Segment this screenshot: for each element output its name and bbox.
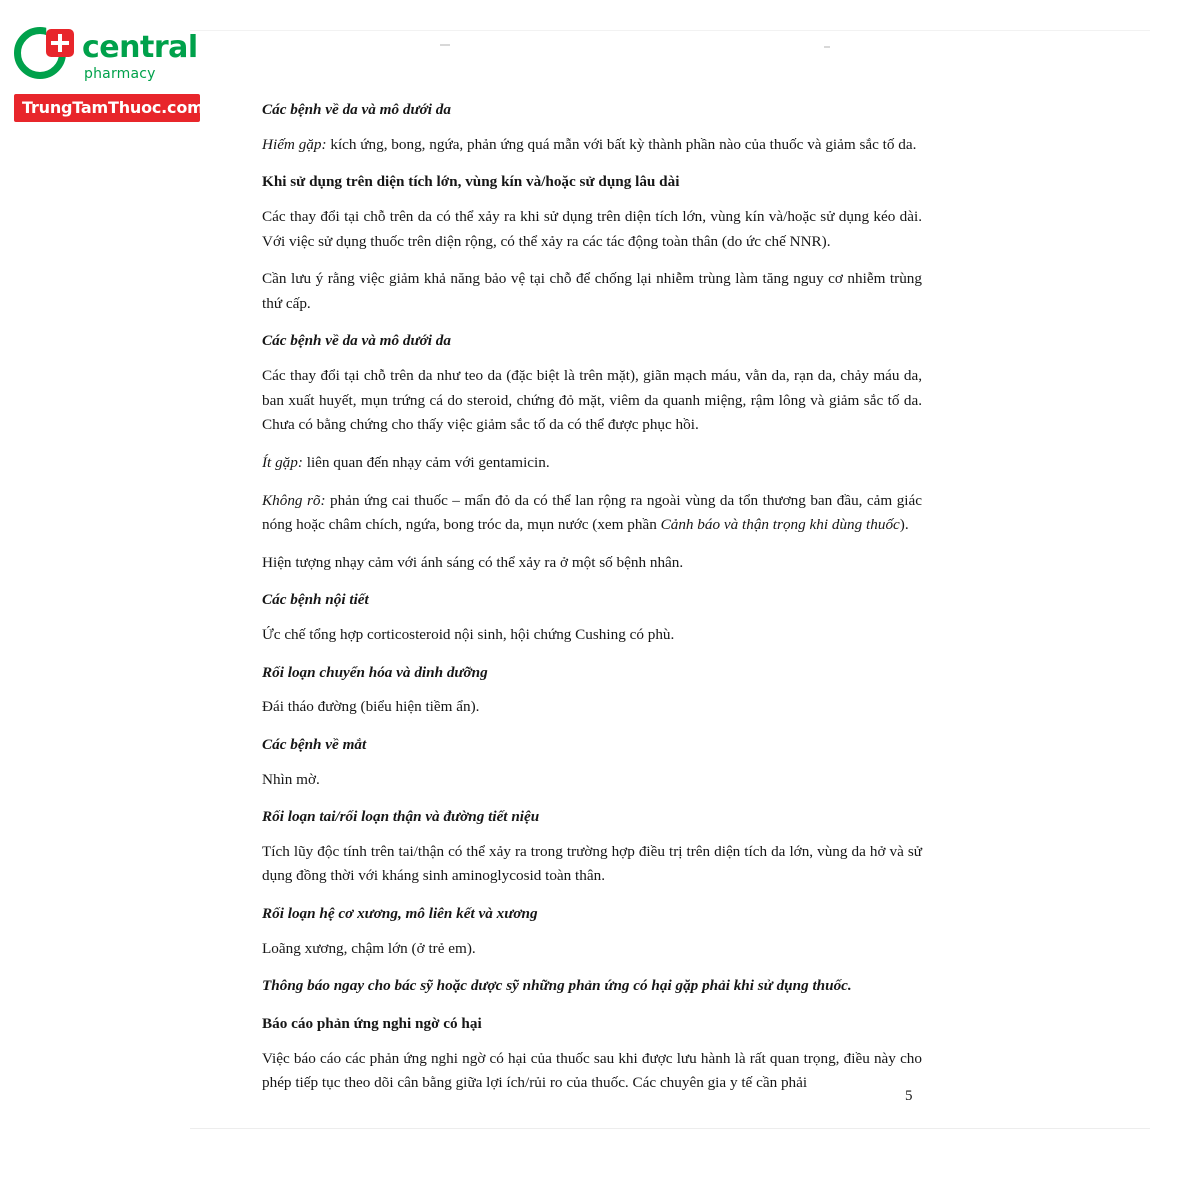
doc-block-p-musculoskeletal: Loãng xương, chậm lớn (ở trẻ em).	[262, 939, 476, 957]
doc-block-p-metabolic: Đái tháo đường (biểu hiện tiềm ẩn).	[262, 698, 480, 716]
doc-block-p-photosensitivity: Hiện tượng nhạy cảm với ánh sáng có thể xảy ra ở một số bệnh nhân.	[262, 553, 684, 571]
doc-cross-reference: Cảnh báo và thận trọng khi dùng thuốc	[660, 516, 900, 534]
logo-wordmark	[82, 30, 198, 82]
logo-sub-text: pharmacy	[84, 66, 156, 82]
doc-block-h-large-area: Khi sử dụng trên diện tích lớn, vùng kín và/hoặc sử dụng lâu dài	[262, 173, 680, 191]
doc-block-p-report: Việc báo cáo các phản ứng nghi ngờ có hại của thuốc sau khi được lưu hành là rất quan trọng, điều này cho phép tiếp tục theo dõi cân bằng giữa lợi ích/rủi ro của thuốc. Các chuyên gia y tế cần phải	[262, 1049, 922, 1092]
page-edge-top	[190, 30, 1150, 31]
doc-block-h-musculoskeletal: Rối loạn hệ cơ xương, mô liên kết và xương	[262, 905, 538, 922]
doc-block-p-ear-renal: Tích lũy độc tính trên tai/thận có thể xảy ra trong trường hợp điều trị trên diện tích da lớn, vùng da hở và sử dụng đồng thời với kháng sinh aminoglycosid toàn thân.	[262, 842, 922, 885]
doc-block-p-unknown: Không rõ: phản ứng cai thuốc – mẩn đỏ da có thể lan rộng ra ngoài vùng da tổn thương ban đầu, cảm giác nóng hoặc châm chích, ngứa, bong tróc da, mụn nước (xem phần Cảnh báo và thận trọng khi dùng thuốc).	[262, 491, 922, 534]
page-edge-bottom	[190, 1128, 1150, 1129]
doc-block-h-metabolic: Rối loạn chuyển hóa và dinh dưỡng	[262, 663, 488, 681]
doc-block-h-skin-2: Các bệnh về da và mô dưới da	[262, 332, 451, 350]
doc-block-h-skin-1: Các bệnh về da và mô dưới da	[262, 101, 451, 118]
doc-block-p-endocrine: Ức chế tổng hợp corticosteroid nội sinh, hội chứng Cushing có phù.	[262, 626, 675, 643]
central-pharmacy-logo-icon	[14, 27, 74, 87]
doc-block-p-eye: Nhìn mờ.	[262, 770, 320, 788]
doc-block-h-report: Báo cáo phản ứng nghi ngờ có hại	[262, 1014, 482, 1032]
doc-block-h-notify: Thông báo ngay cho bác sỹ hoặc dược sỹ những phản ứng có hại gặp phải khi sử dụng thuốc.	[262, 977, 852, 995]
doc-lead-term: Hiếm gặp:	[262, 135, 327, 153]
medical-cross-icon	[46, 29, 74, 57]
document-text-column	[262, 98, 922, 1109]
site-url-banner: TrungTamThuoc.com	[14, 94, 200, 122]
doc-block-h-eye: Các bệnh về mắt	[262, 735, 367, 753]
doc-block-h-endocrine: Các bệnh nội tiết	[262, 591, 369, 609]
doc-block-p-rare: Hiếm gặp: kích ứng, bong, ngứa, phản ứng quá mẫn với bất kỳ thành phần nào của thuốc và giảm sắc tố da.	[262, 135, 917, 153]
doc-block-p-local-changes: Các thay đổi tại chỗ trên da có thể xảy ra khi sử dụng trên diện tích lớn, vùng kín và/hoặc sử dụng kéo dài. Với việc sử dụng thuốc trên diện rộng, có thể xảy ra các tác động toàn thân (do ức chế NNR).	[262, 207, 922, 250]
doc-block-h-ear-renal: Rối loạn tai/rối loạn thận và đường tiết niệu	[262, 808, 540, 826]
doc-block-p-uncommon: Ít gặp: liên quan đến nhạy cảm với gentamicin.	[262, 453, 550, 471]
logo-main-text: central	[82, 30, 198, 65]
doc-lead-term: Không rõ:	[262, 491, 326, 509]
page-number: 5	[905, 1088, 913, 1104]
doc-block-p-note-protection: Cần lưu ý rằng việc giảm khả năng bảo vệ tại chỗ để chống lại nhiễm trùng làm tăng nguy cơ nhiễm trùng thứ cấp.	[262, 270, 922, 312]
watermark-logo	[14, 26, 232, 122]
doc-lead-term: Ít gặp:	[262, 453, 303, 471]
doc-block-p-skin-changes: Các thay đổi tại chỗ trên da như teo da (đặc biệt là trên mặt), giãn mạch máu, vằn da, rạn da, chảy máu da, ban xuất huyết, mụn trứng cá do steroid, chứng đỏ mặt, viêm da quanh miệng, rậm lông và giảm sắc tố da. Chưa có bằng chứng cho thấy việc giảm sắc tố da có thể được phục hồi.	[262, 367, 922, 434]
scan-speck	[440, 44, 450, 46]
scan-speck	[824, 46, 830, 48]
logo-row	[14, 26, 232, 88]
